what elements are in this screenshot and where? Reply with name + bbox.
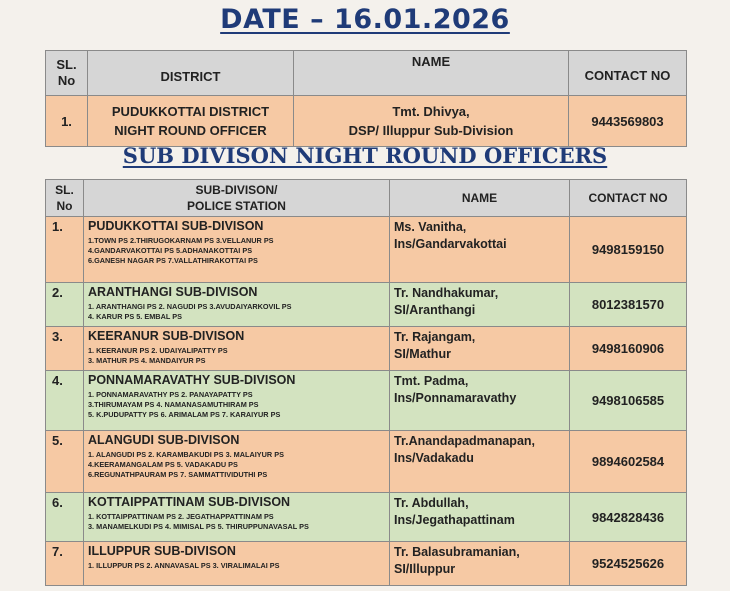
police-station-line: 3. MATHUR PS 4. MANDAIYUR PS: [88, 355, 206, 365]
sub-table-header: [46, 180, 687, 217]
header-contact: CONTACT NO: [569, 51, 687, 96]
sub-division-title: SUB DIVISON NIGHT ROUND OFFICERS: [122, 143, 608, 168]
row-contact: 9498160906: [570, 327, 687, 371]
police-station-line: 4. KARUR PS 5. EMBAL PS: [88, 311, 182, 321]
subdivision-row: [46, 283, 687, 327]
header-subdivision: SUB-DIVISON/ POLICE STATION: [84, 180, 390, 217]
police-stations: [88, 302, 385, 322]
officer-post: Ins/Jegathapattinam: [394, 513, 515, 527]
subdivision-row: [46, 431, 687, 493]
district-sl: 1.: [46, 96, 88, 147]
subdivision-row: [46, 327, 687, 371]
row-subdivision-cell: [84, 542, 390, 586]
police-station-line: 5. K.PUDUPATTY PS 6. ARIMALAM PS 7. KARAIYUR PS: [88, 409, 281, 419]
subdivision-name: PONNAMARAVATHY SUB-DIVISON: [88, 373, 296, 387]
row-sl: 1.: [46, 217, 84, 283]
row-officer-cell: [390, 327, 570, 371]
officer-name-line2: DSP/ Illuppur Sub-Division: [348, 123, 514, 138]
police-stations: [88, 450, 385, 479]
district-officer-row: [46, 96, 687, 147]
row-subdivision-cell: [84, 493, 390, 542]
header-name: NAME: [390, 180, 570, 217]
police-station-line: 1. KEERANUR PS 2. UDAIYALIPATTY PS: [88, 346, 228, 355]
row-sl: 7.: [46, 542, 84, 586]
row-sl: 2.: [46, 283, 84, 327]
officer-name-line1: Tmt. Dhivya,: [392, 104, 470, 119]
subdivision-row: [46, 217, 687, 283]
district-line1: PUDUKKOTTAI DISTRICT: [111, 104, 270, 119]
officer-post: SI/Aranthangi: [394, 303, 476, 317]
sub-division-table: [45, 179, 687, 586]
police-stations: [88, 390, 385, 419]
row-subdivision-cell: [84, 371, 390, 431]
police-station-line: 6.REGUNATHPAURAM PS 7. SAMMATTIVIDUTHI PS: [88, 469, 268, 479]
row-officer-cell: [390, 217, 570, 283]
police-stations: [88, 346, 385, 366]
row-contact: 9894602584: [570, 431, 687, 493]
row-subdivision-cell: [84, 283, 390, 327]
row-contact: 9524525626: [570, 542, 687, 586]
subdivision-name: KEERANUR SUB-DIVISON: [88, 329, 245, 343]
police-station-line: 6.GANESH NAGAR PS 7.VALLATHIRAKOTTAI PS: [88, 255, 258, 265]
subdivision-name: ILLUPPUR SUB-DIVISON: [88, 544, 236, 558]
police-station-line: 1. PONNAMARAVATHY PS 2. PANAYAPATTY PS: [88, 390, 253, 399]
officer-name: Tr. Abdullah,: [394, 496, 469, 510]
row-officer-cell: [390, 493, 570, 542]
header-district: DISTRICT: [88, 51, 294, 96]
date-title: DATE – 16.01.2026: [220, 4, 510, 35]
row-contact: 9498159150: [570, 217, 687, 283]
row-officer-cell: [390, 283, 570, 327]
row-subdivision-cell: [84, 327, 390, 371]
officer-post: SI/Mathur: [394, 347, 451, 361]
officer-post: Ins/Ponnamaravathy: [394, 391, 517, 405]
row-officer-cell: [390, 371, 570, 431]
header-contact: CONTACT NO: [570, 180, 687, 217]
police-stations: [88, 236, 385, 265]
police-station-line: 3. MANAMELKUDI PS 4. MIMISAL PS 5. THIRUPPUNAVASAL PS: [88, 521, 309, 531]
row-officer-cell: [390, 542, 570, 586]
row-subdivision-cell: [84, 217, 390, 283]
district-line2: NIGHT ROUND OFFICER: [114, 123, 267, 138]
header-sl: SL. No: [46, 51, 88, 96]
header-name: NAME: [294, 51, 569, 96]
row-sl: 3.: [46, 327, 84, 371]
officer-post: Ins/Gandarvakottai: [394, 237, 507, 251]
row-sl: 5.: [46, 431, 84, 493]
officer-name: Tr. Balasubramanian,: [394, 545, 520, 559]
officer-post: Ins/Vadakadu: [394, 451, 474, 465]
subdivision-row: [46, 371, 687, 431]
district-officer-name: [294, 96, 569, 147]
police-stations: [88, 512, 385, 532]
officer-name: Tr.Anandapadmanapan,: [394, 434, 536, 448]
officer-name: Tr. Rajangam,: [394, 330, 476, 344]
subdivision-name: ALANGUDI SUB-DIVISON: [88, 433, 240, 447]
subdivision-name: PUDUKKOTTAI SUB-DIVISON: [88, 219, 264, 233]
row-contact: 9842828436: [570, 493, 687, 542]
row-contact: 9498106585: [570, 371, 687, 431]
officer-name: Tr. Nandhakumar,: [394, 286, 499, 300]
police-station-line: 1. ALANGUDI PS 2. KARAMBAKUDI PS 3. MALAIYUR PS: [88, 450, 284, 459]
police-station-line: 4.KEERAMANGALAM PS 5. VADAKADU PS: [88, 459, 238, 469]
police-station-line: 3.THIRUMAYAM PS 4. NAMANASAMUTHIRAM PS: [88, 399, 259, 409]
row-contact: 8012381570: [570, 283, 687, 327]
police-station-line: 1.TOWN PS 2.THIRUGOKARNAM PS 3.VELLANUR PS: [88, 236, 274, 245]
header-sl: SL. No: [46, 180, 84, 217]
district-officer-table: [45, 50, 687, 147]
subdivision-row: [46, 542, 687, 586]
officer-post: SI/Illuppur: [394, 562, 456, 576]
row-sl: 6.: [46, 493, 84, 542]
district-table-header: [46, 51, 687, 96]
row-officer-cell: [390, 431, 570, 493]
district-cell: [88, 96, 294, 147]
officer-name: Tmt. Padma,: [394, 374, 469, 388]
district-contact: 9443569803: [569, 96, 687, 147]
officer-name: Ms. Vanitha,: [394, 220, 467, 234]
row-subdivision-cell: [84, 431, 390, 493]
subdivision-name: KOTTAIPPATTINAM SUB-DIVISON: [88, 495, 291, 509]
police-station-line: 4.GANDARVAKOTTAI PS 5.ADHANAKOTTAI PS: [88, 245, 253, 255]
police-station-line: 1. ARANTHANGI PS 2. NAGUDI PS 3.AVUDAIYARKOVIL PS: [88, 302, 292, 311]
police-stations: [88, 561, 385, 571]
subdivision-name: ARANTHANGI SUB-DIVISON: [88, 285, 258, 299]
subdivision-row: [46, 493, 687, 542]
police-station-line: 1. KOTTAIPPATTINAM PS 2. JEGATHAPPATTINAM PS: [88, 512, 274, 521]
police-station-line: 1. ILLUPPUR PS 2. ANNAVASAL PS 3. VIRALIMALAI PS: [88, 561, 280, 570]
row-sl: 4.: [46, 371, 84, 431]
